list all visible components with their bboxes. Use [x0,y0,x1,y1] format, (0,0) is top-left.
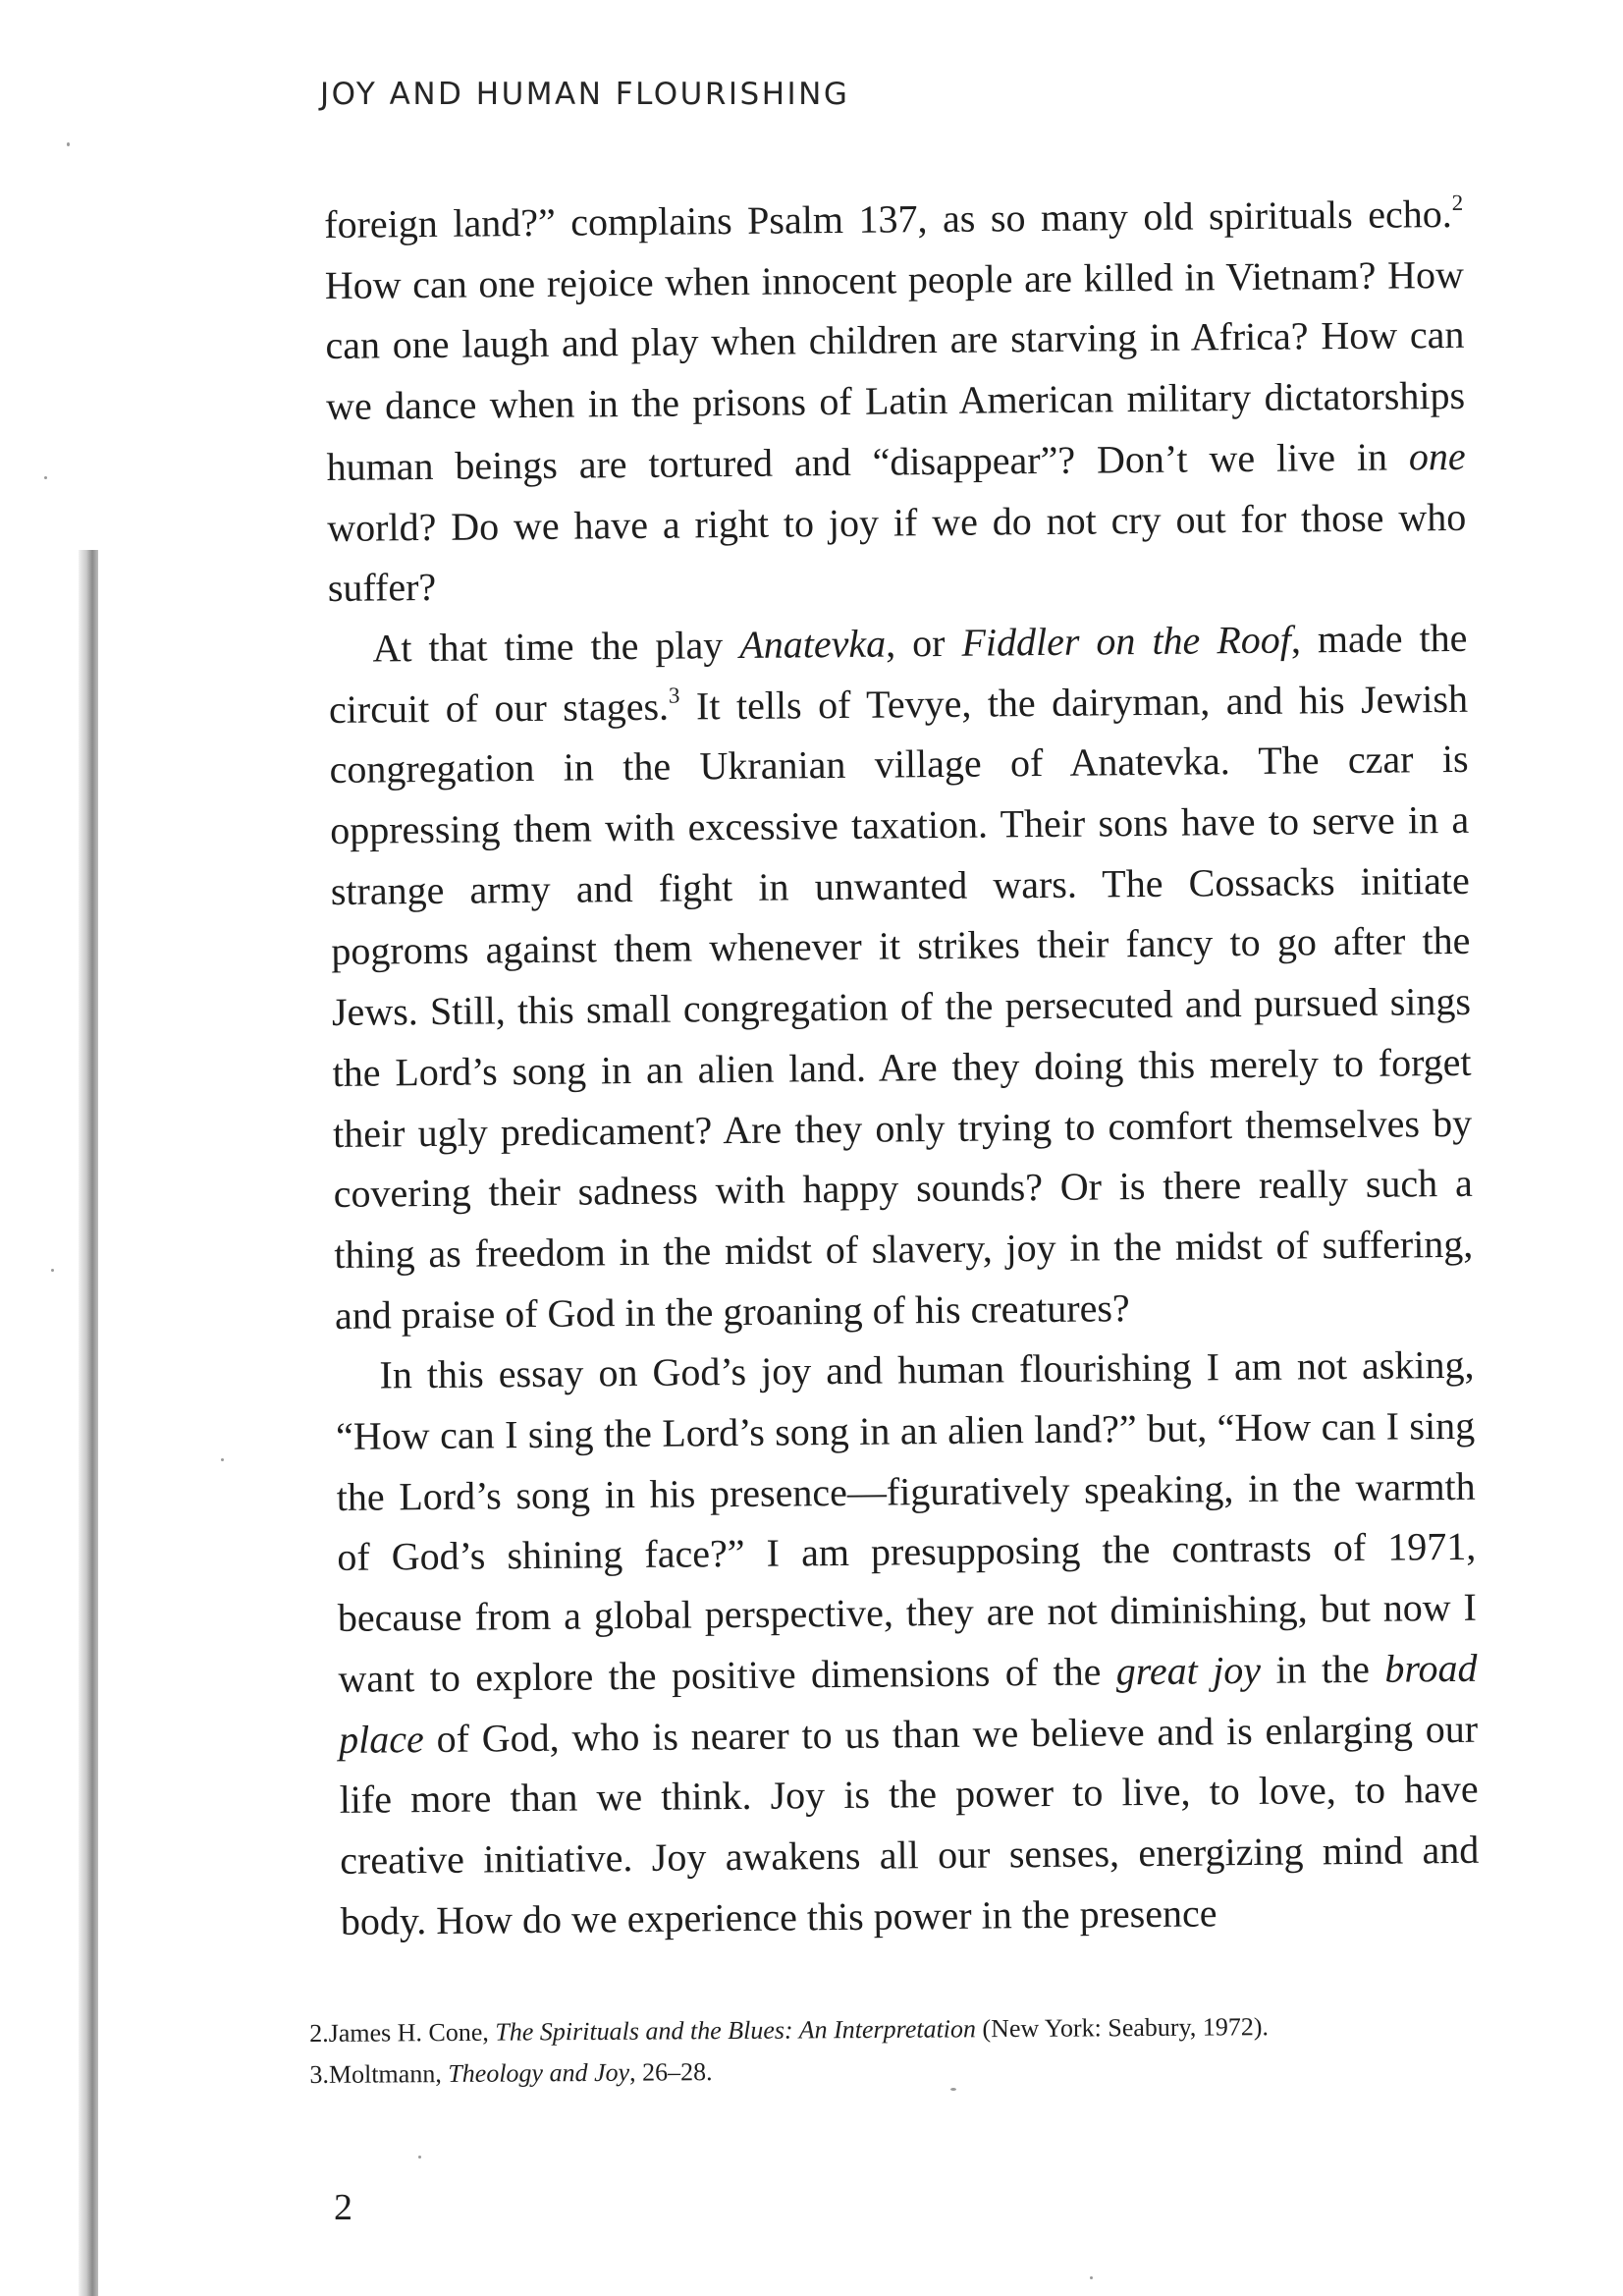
italic-text: one [1408,433,1466,479]
body-text [324,184,1480,1951]
paragraph-text: , made the circuit of our stages. [328,615,1468,732]
paragraph-text: At that time the play [372,622,740,671]
scan-speck [221,1458,224,1461]
footnote-text: James H. Cone, [328,2017,496,2048]
paragraph [324,184,1467,619]
footnote-title: The Spirituals and the Blues: An Interpretation [495,2014,977,2047]
paragraph-text: In this essay on God’s joy and human flourishing I am not asking, “How can I sing the Lord’s song in an alien land?” but, “How can I sing the Lord’s song in his presence—figuratively speaking, in the warmth of God’s shining face?” I am presupposing the contrasts of 1971, because from a global perspective, they are not diminishing, but now I want to explore the positive dimensions of the [335,1342,1478,1701]
scan-speck [44,476,47,479]
footnotes [309,2005,1449,2096]
footnote-reference[interactable]: 3 [668,683,680,708]
footnote-text: , 26–28. [629,2057,713,2087]
paragraph-text: How can one rejoice when innocent people are killed in Vietnam? How can one laugh and play when children are starving in Africa? How can we dance when in the prisons of Latin American military dictatorships human beings are tortured and “disappear”? Don’t we live in [324,251,1466,489]
scan-speck [67,142,70,146]
paragraph-text: foreign land?” complains Psalm 137, as so many old spirituals echo. [324,191,1452,246]
footnote-text: Moltmann, [328,2059,449,2089]
paragraph [328,608,1474,1346]
paragraph [335,1335,1480,1951]
scan-speck [1090,2276,1093,2279]
paragraph-text: in the [1260,1646,1385,1692]
footnote-text: (New York: Seabury, 1972). [975,2012,1270,2044]
italic-text: broad place [338,1645,1478,1762]
scan-speck [418,2156,421,2159]
footnote-number: 3. [309,2059,330,2089]
paragraph-text: world? Do we have a right to joy if we do not cry out for those who suffer? [327,494,1467,611]
page-number: 2 [334,2187,352,2228]
italic-text: great joy [1115,1647,1262,1694]
paragraph-text: of God, who is nearer to us than we believe and is enlarging our life more than we think. Joy is the power to live, to love, to have creative initiative. Joy awakens all our senses, energizing mind and body. How do we experience this power in the presence [339,1706,1480,1943]
paragraph-text: , or [885,620,962,666]
running-head: JOY AND HUMAN FLOURISHING [320,77,850,112]
italic-text: Anatevka [739,621,887,667]
footnote-title: Theology and Joy [448,2057,630,2089]
italic-text: Fiddler on the Roof [961,617,1292,665]
paragraph-text: It tells of Tevye, the dairyman, and his Jewish congregation in the Ukranian village of Anatevka. The czar is oppressing them with excessive taxation. Their sons have to serve in a strange army and fight in unwanted wars. The Cossacks initiate pogroms against them whenever it strikes their fancy to go after the Jews. Still, this small congregation of the persecuted and pursued sings the Lord’s song in an alien land. Are they doing this merely to forget their ugly predicament? Are they only trying to comfort themselves by covering their sadness with happy sounds? Or is there really such a thing as freedom in the midst of slavery, joy in the midst of suffering, and praise of God in the groaning of his creatures? [329,676,1474,1338]
scan-speck [51,1269,54,1272]
scan-speck [950,2088,956,2091]
footnote-number: 2. [309,2018,329,2048]
footnote [309,2047,1448,2096]
page-binding-shadow [79,550,98,2296]
footnote-reference[interactable]: 2 [1451,190,1464,215]
